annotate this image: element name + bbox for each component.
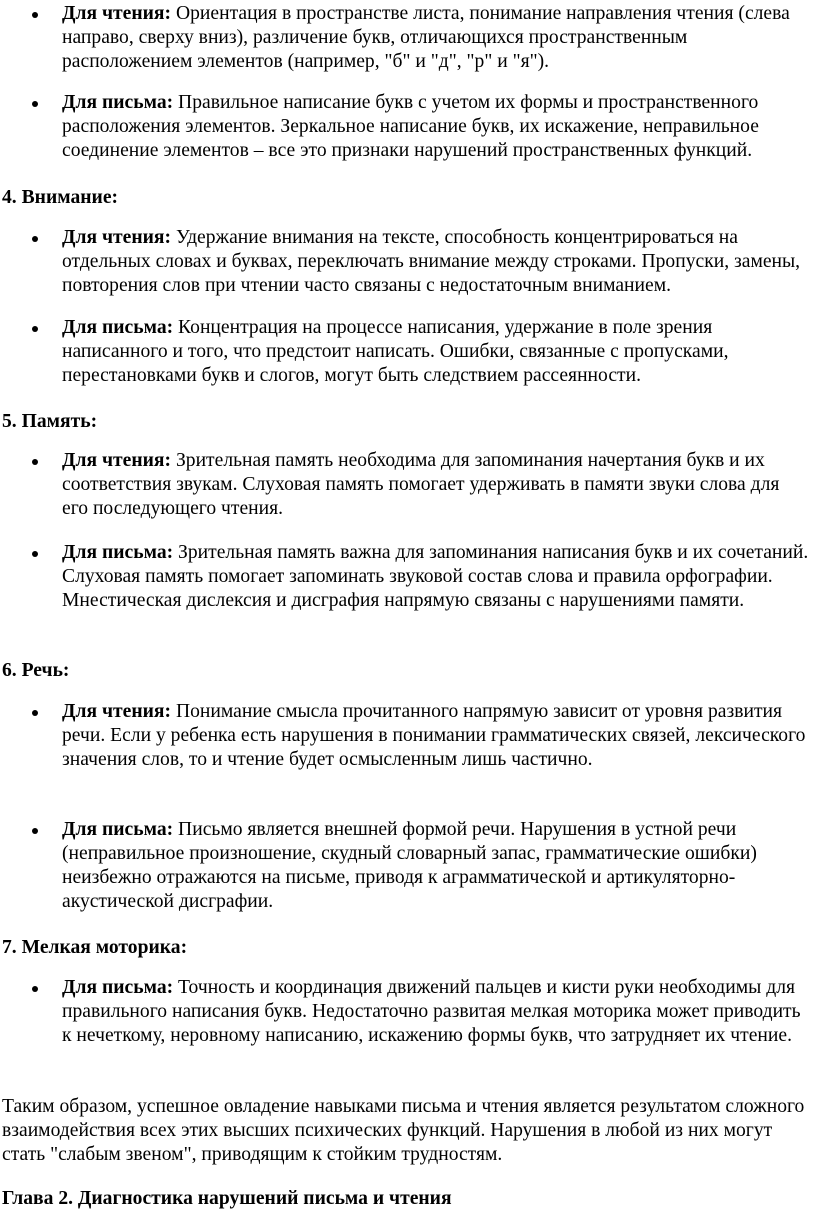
section-heading: 6. Речь:	[2, 660, 70, 681]
bullet-icon	[32, 710, 38, 716]
list-item-lead: Для письма:	[62, 977, 174, 998]
list-item-lead: Для письма:	[62, 317, 174, 338]
list-item-text: Удержание внимания на тексте, способность концентрироваться на отдельных словах и буквах, переключать внимание между строками. Пропуски, замены, повторения слов при чтении часто связаны с недостаточным вниманием.	[62, 227, 801, 296]
list-item-lead: Для письма:	[62, 819, 174, 840]
list-item-text: Правильное написание букв с учетом их формы и пространственного расположения элементов. Зеркальное написание букв, их искажение, неправильное соединение элементов – все это признаки нарушений пространственных функций.	[62, 92, 759, 161]
list-item	[0, 976, 816, 1048]
list-item-lead: Для письма:	[62, 542, 174, 563]
list-item-text: Концентрация на процессе написания, удержание в поле зрения написанного и того, что предстоит написать. Ошибки, связанные с пропусками, перестановками букв и слогов, могут быть следствием рассеянности.	[62, 317, 729, 386]
chapter-heading: Глава 2. Диагностика нарушений письма и чтения	[2, 1188, 452, 1209]
list-item	[0, 2, 816, 74]
list-item-text: Письмо является внешней формой речи. Нарушения в устной речи (неправильное произношение, скудный словарный запас, грамматические ошибки) неизбежно отражаются на письме, приводя к аграмматической и артикуляторно-акустической дисграфии.	[62, 819, 757, 912]
list-item	[0, 91, 816, 163]
bullet-list	[0, 976, 816, 1048]
list-item-lead: Для письма:	[62, 92, 174, 113]
bullet-icon	[32, 459, 38, 465]
list-item-text: Понимание смысла прочитанного напрямую зависит от уровня развития речи. Если у ребенка есть нарушения в понимании грамматических связей, лексического значения слов, то и чтение будет осмысленным лишь частично.	[62, 701, 806, 770]
bullet-icon	[32, 828, 38, 834]
bullet-icon	[32, 12, 38, 18]
list-item-text: Ориентация в пространстве листа, понимание направления чтения (слева направо, сверху вниз), различение букв, отличающихся пространственным расположением элементов (например, "б" и "д", "р" и "я").	[62, 3, 790, 72]
bullet-icon	[32, 101, 38, 107]
section-heading: 4. Внимание:	[2, 187, 119, 208]
bullet-icon	[32, 551, 38, 557]
bullet-list	[0, 316, 816, 388]
list-item-text: Зрительная память необходима для запоминания начертания букв и их соответствия звукам. Слуховая память помогает удерживать в памяти звуки слова для его последующего чтения.	[62, 450, 780, 519]
bullet-list	[0, 700, 816, 772]
list-item-text: Точность и координация движений пальцев и кисти руки необходимы для правильного написания букв. Недостаточно развитая мелкая моторика может приводить к нечеткому, неровному написанию, искажению формы букв, что затрудняет их чтение.	[62, 977, 801, 1046]
list-item-lead: Для чтения:	[62, 701, 172, 722]
bullet-list	[0, 2, 816, 74]
list-item	[0, 541, 816, 613]
bullet-icon	[32, 986, 38, 992]
bullet-list	[0, 818, 816, 914]
bullet-list	[0, 449, 816, 521]
list-item	[0, 316, 816, 388]
bullet-list	[0, 541, 816, 613]
summary-paragraph: Таким образом, успешное овладение навыками письма и чтения является результатом сложного взаимодействия всех этих высших психических функций. Нарушения в любой из них могут стать "слабым звеном", приводящим к стойким трудностям.	[2, 1096, 805, 1165]
list-item	[0, 226, 816, 298]
list-item	[0, 818, 816, 914]
list-item	[0, 449, 816, 521]
list-item-lead: Для чтения:	[62, 227, 172, 248]
bullet-icon	[32, 236, 38, 242]
bullet-list	[0, 226, 816, 298]
list-item-lead: Для чтения:	[62, 450, 172, 471]
section-heading: 7. Мелкая моторика:	[2, 937, 188, 958]
bullet-icon	[32, 326, 38, 332]
list-item	[0, 700, 816, 772]
list-item-lead: Для чтения:	[62, 3, 172, 24]
section-heading: 5. Память:	[2, 411, 98, 432]
list-item-text: Зрительная память важна для запоминания написания букв и их сочетаний. Слуховая память помогает запоминать звуковой состав слова и правила орфографии. Мнестическая дислексия и дисграфия напрямую связаны с нарушениями памяти.	[62, 542, 809, 611]
bullet-list	[0, 91, 816, 163]
